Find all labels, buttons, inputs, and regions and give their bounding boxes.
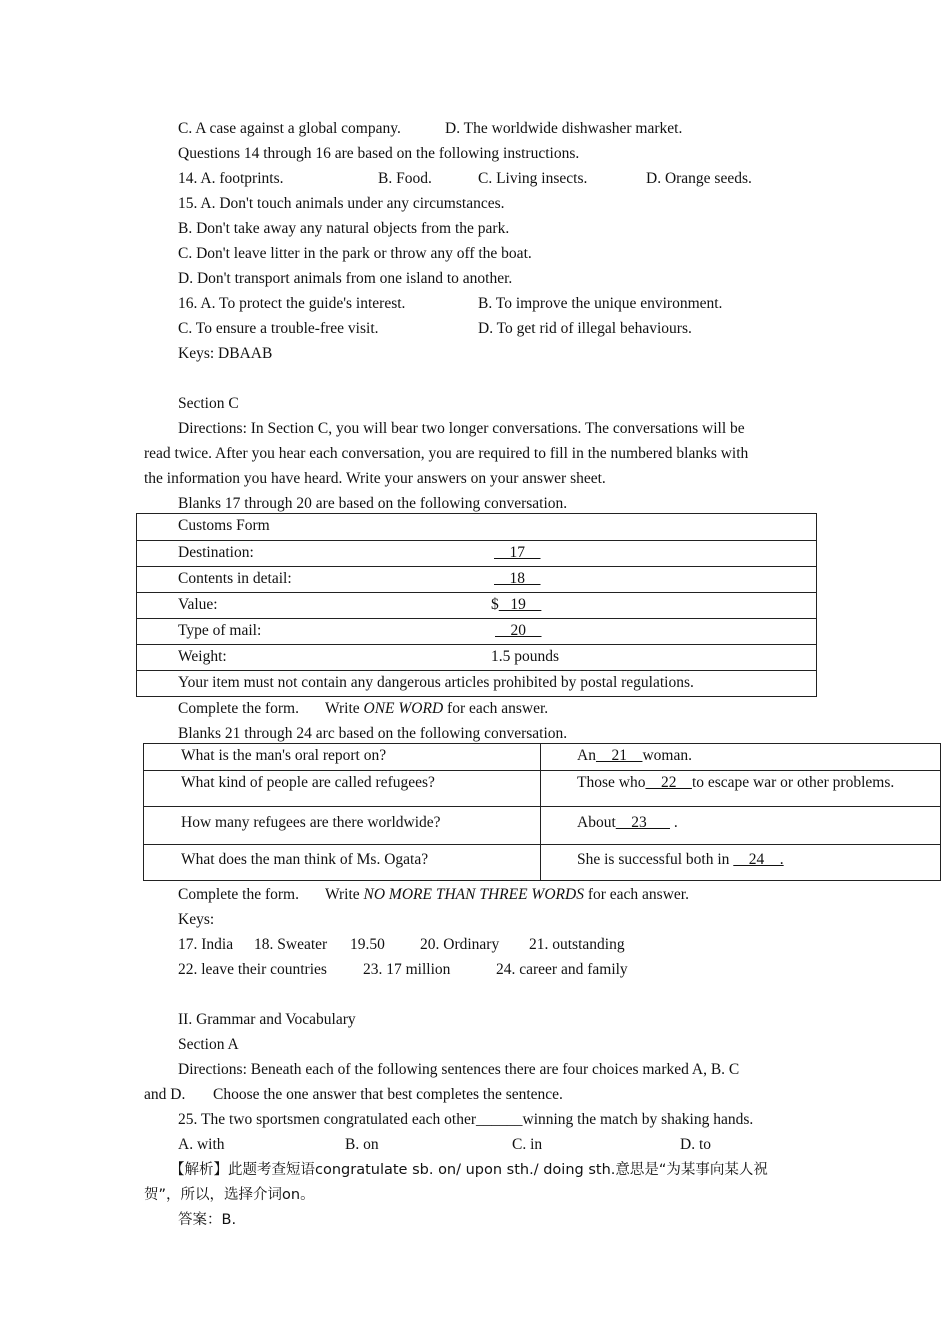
key-20: 20. Ordinary	[420, 936, 500, 953]
q15-option-d: D. Don't transport animals from one island to another.	[178, 270, 513, 287]
q25-analysis-2: 贺”，所以，选择介词on。	[144, 1187, 315, 1203]
keys-section-b: Keys: DBAAB	[178, 345, 273, 362]
part2-title: II. Grammar and Vocabulary	[178, 1011, 356, 1028]
table-row	[541, 744, 941, 771]
table-row	[137, 619, 817, 645]
dollar-sign: $	[491, 596, 499, 613]
qa-question: What is the man's oral report on?	[181, 747, 387, 764]
blank-20[interactable]: 20	[495, 622, 542, 639]
q16-option-c: C. To ensure a trouble-free visit.	[178, 320, 379, 337]
instruction-tail: for each answer.	[443, 700, 549, 717]
blank-17[interactable]: 17	[494, 544, 541, 561]
q15-option-a: 15. A. Don't touch animals under any circumstances.	[178, 195, 505, 212]
q25-analysis-1: 【解析】此题考查短语congratulate sb. on/ upon sth./ doing sth.意思是“为某事向某人祝	[170, 1162, 768, 1178]
instruction-emphasis: ONE WORD	[363, 700, 444, 717]
qa-answer	[577, 746, 692, 766]
blank-21[interactable]: 21	[595, 747, 643, 764]
key-19: 19.50	[350, 936, 385, 953]
q14-option-d: D. Orange seeds.	[646, 170, 752, 187]
section-c-directions-1: Directions: In Section C, you will bear two longer conversations. The conversations will be	[178, 420, 745, 437]
part2-directions-2b: Choose the one answer that best completes the sentence.	[213, 1086, 563, 1103]
keys-section-c-label: Keys:	[178, 911, 215, 928]
complete-form-instruction-1	[178, 699, 548, 719]
blank-18[interactable]: 18	[494, 570, 541, 587]
q14-option-b: B. Food.	[378, 170, 432, 187]
q25-option-c: C. in	[512, 1136, 543, 1153]
refugee-qa-table	[143, 743, 941, 881]
key-21: 21. outstanding	[529, 936, 625, 953]
table-row	[137, 567, 817, 593]
table-row	[144, 744, 541, 771]
table-row	[144, 845, 541, 881]
answer-suffix: to escape war or other problems.	[691, 774, 895, 791]
contents-label: Contents in detail:	[178, 570, 292, 587]
qa-question: How many refugees are there worldwide?	[181, 814, 441, 831]
instructions-14-16: Questions 14 through 16 are based on the following instructions.	[178, 145, 580, 162]
answer-suffix: woman.	[642, 747, 692, 764]
answer-suffix: .	[670, 814, 678, 831]
section-c-directions-2: read twice. After you hear each conversation, you are required to fill in the numbered blanks with	[144, 445, 749, 462]
key-22: 22. leave their countries	[178, 961, 327, 978]
q14-option-a: 14. A. footprints.	[178, 170, 284, 187]
weight-value: 1.5 pounds	[491, 648, 560, 665]
instruction-lead: Complete the form.	[178, 886, 299, 903]
blank-24[interactable]: 24 .	[733, 851, 784, 868]
key-17: 17. India	[178, 936, 234, 953]
key-18: 18. Sweater	[254, 936, 328, 953]
complete-form-instruction-2	[178, 885, 689, 905]
section-c-title: Section C	[178, 395, 239, 412]
table-row	[137, 541, 817, 567]
table-row	[137, 671, 817, 697]
instruction-lead: Complete the form.	[178, 700, 299, 717]
instruction-emphasis: NO MORE THAN THREE WORDS	[363, 886, 584, 903]
table-row	[541, 771, 941, 807]
answer-prefix: An	[577, 747, 596, 764]
table-row	[144, 771, 541, 807]
q25-stem: 25. The two sportsmen congratulated each other______winning the match by shaking hands.	[178, 1111, 754, 1128]
q25-option-b: B. on	[345, 1136, 379, 1153]
table-row	[541, 845, 941, 881]
key-24: 24. career and family	[496, 961, 628, 978]
q15-option-b: B. Don't take away any natural objects from the park.	[178, 220, 510, 237]
customs-form-title: Customs Form	[178, 517, 270, 534]
part2-section-a: Section A	[178, 1036, 239, 1053]
blank-22[interactable]: 22	[645, 774, 692, 791]
q13-option-c: C. A case against a global company.	[178, 120, 401, 137]
table-row	[144, 807, 541, 845]
q15-option-c: C. Don't leave litter in the park or throw any off the boat.	[178, 245, 532, 262]
weight-label: Weight:	[178, 648, 227, 665]
q25-answer: 答案：B.	[178, 1212, 237, 1228]
q16-option-d: D. To get rid of illegal behaviours.	[478, 320, 692, 337]
customs-notice: Your item must not contain any dangerous articles prohibited by postal regulations.	[178, 674, 694, 691]
part2-directions-1: Directions: Beneath each of the following sentences there are four choices marked A, B. C	[178, 1061, 740, 1078]
answer-prefix: Those who	[577, 774, 646, 791]
qa-question: What does the man think of Ms. Ogata?	[181, 851, 429, 868]
instruction-write: Write	[324, 700, 364, 717]
key-23: 23. 17 million	[363, 961, 451, 978]
value-label: Value:	[178, 596, 218, 613]
answer-prefix: About	[577, 814, 616, 831]
q25-option-d: D. to	[680, 1136, 711, 1153]
table-row	[541, 807, 941, 845]
blanks-17-20-intro: Blanks 17 through 20 are based on the following conversation.	[178, 495, 568, 512]
blank-19[interactable]: 19	[498, 596, 542, 613]
qa-answer	[577, 813, 678, 833]
table-row	[137, 645, 817, 671]
q16-option-b: B. To improve the unique environment.	[478, 295, 723, 312]
instruction-tail: for each answer.	[583, 886, 689, 903]
destination-label: Destination:	[178, 544, 254, 561]
blanks-21-24-intro: Blanks 21 through 24 arc based on the following conversation.	[178, 725, 568, 742]
qa-question: What kind of people are called refugees?	[181, 774, 435, 791]
q13-option-d: D. The worldwide dishwasher market.	[445, 120, 683, 137]
qa-answer	[577, 850, 784, 870]
q16-option-a: 16. A. To protect the guide's interest.	[178, 295, 406, 312]
instruction-write: Write	[324, 886, 364, 903]
qa-answer	[577, 773, 894, 793]
q14-option-c: C. Living insects.	[478, 170, 588, 187]
customs-form-title-cell	[137, 514, 817, 541]
part2-directions-2a: and D.	[144, 1086, 186, 1103]
answer-prefix: She is successful both in	[577, 851, 734, 868]
type-of-mail-label: Type of mail:	[178, 622, 262, 639]
q25-option-a: A. with	[178, 1136, 225, 1153]
blank-23[interactable]: 23	[615, 814, 670, 831]
table-row	[137, 593, 817, 619]
customs-form-table	[136, 513, 817, 697]
section-c-directions-3: the information you have heard. Write your answers on your answer sheet.	[144, 470, 606, 487]
